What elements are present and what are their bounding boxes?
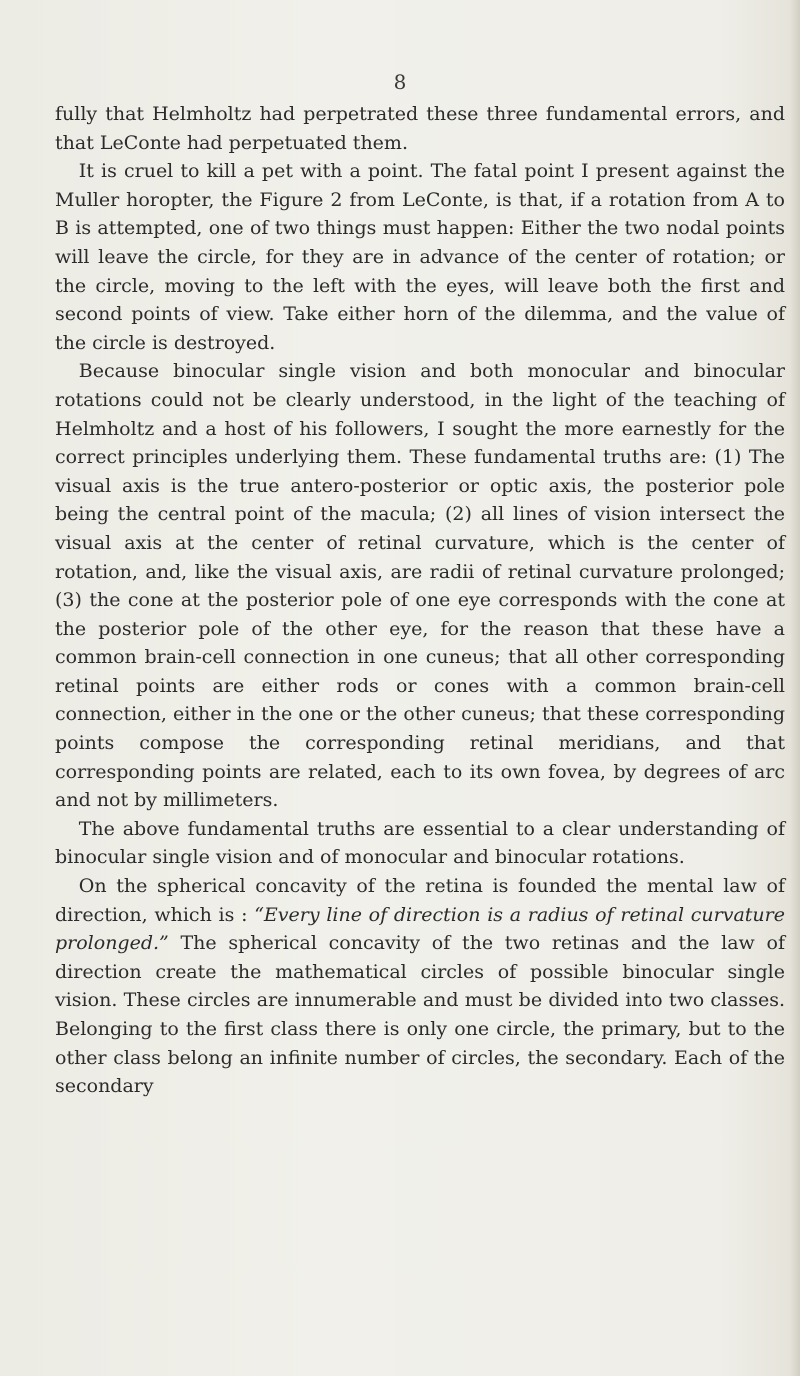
- page-edge-shadow: [790, 0, 800, 1376]
- paragraph-2: It is cruel to kill a pet with a point. The fatal point I present against the Muller horopter, the Figure 2 from LeConte, is that, if a rotation from A to B is attempted, one of two things must happen: Either the two nodal points will leave the circle, for they are in advance of the center of rotation; or the circle, moving to the left with the eyes, will leave both the first and second points of view. Take either horn of the dilemma, and the value of the circle is destroyed.: [55, 160, 785, 354]
- body-text: [55, 100, 785, 1101]
- paragraph-5-lead: On the spherical concavity of the retina is founded the mental law of direction, which is :: [55, 875, 785, 926]
- paragraph-4: The above fundamental truths are essential to a clear understanding of binocular single vision and of monocular and binocular rotations.: [55, 817, 785, 869]
- page-number: 8: [393, 70, 407, 94]
- paragraph-3: Because binocular single vision and both monocular and binocular rotations could not be clearly understood, in the light of the teaching of Helmholtz and a host of his followers, I sought the more earnestly for the correct principles underlying them. These fundamental truths are: (1) The visual axis is the true antero-posterior or optic axis, the posterior pole being the central point of the macula; (2) all lines of vision intersect the visual axis at the center of retinal curvature, which is the center of rotation, and, like the visual axis, are radii of retinal curvature prolonged; (3) the cone at the posterior pole of one eye corresponds with the cone at the posterior pole of the other eye, for the reason that these have a common brain-cell connection in one cuneus; that all other corresponding retinal points are either rods or cones with a common brain-cell connection, either in the one or the other cuneus; that these corresponding points compose the corresponding retinal meridians, and that corresponding points are related, each to its own fovea, by degrees of arc and not by millimeters.: [55, 360, 785, 812]
- paragraph-5: [55, 872, 785, 1101]
- paragraph-5-rest: The spherical concavity of the two retinas and the law of direction create the mathematical circles of possible binocular single vision. These circles are innumerable and must be divided into two classes. Belonging to the first class there is only one circle, the primary, but to the other class belong an infinite number of circles, the secondary. Each of the secondary: [55, 932, 785, 1098]
- paragraph-1: fully that Helmholtz had perpetrated these three fundamental errors, and that LeConte had perpetuated them.: [55, 103, 785, 154]
- law-of-direction-quote: “Every line of direction is a radius of retinal curvature prolonged.”: [55, 903, 785, 955]
